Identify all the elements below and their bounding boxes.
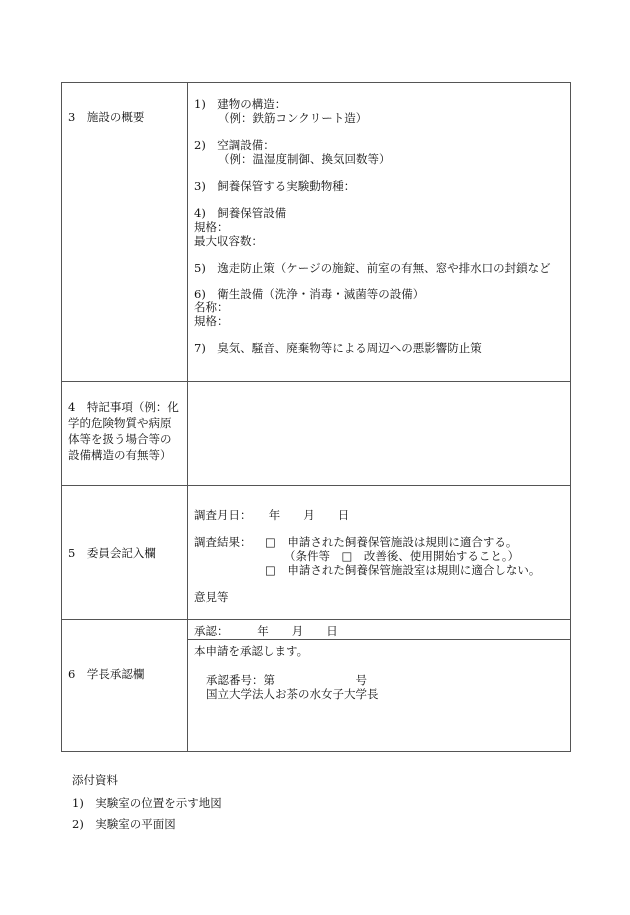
housing-equipment-label: 4) 飼養保管設備	[194, 206, 287, 220]
sanitation-spec-label: 規格：	[194, 314, 229, 328]
noncompliant-option: □ 申請された飼養保管施設室は規則に適合しない。	[265, 563, 541, 577]
section-president-approval	[62, 619, 570, 751]
section-label: 5 委員会記入欄	[68, 546, 156, 560]
section-content-cell	[188, 83, 570, 381]
compliant-option: □ 申請された飼養保管施設は規則に適合する。	[265, 535, 518, 549]
section-label: 3 施設の概要	[68, 110, 145, 124]
attachment-item: 2) 実験室の平面図	[72, 817, 176, 831]
approval-date-line: 承認： 年 月 日	[194, 624, 338, 638]
max-capacity-label: 最大収容数：	[194, 234, 263, 248]
application-form-table	[61, 82, 571, 752]
section-content-cell	[188, 620, 570, 751]
section-label-cell	[62, 486, 188, 619]
section-committee-entry	[62, 485, 570, 619]
sanitation-equipment-label: 6) 衛生設備（洗浄・消毒・滅菌等の設備）	[194, 287, 425, 301]
section-special-notes	[62, 381, 570, 485]
president-title: 国立大学法人お茶の水女子大学長	[206, 687, 379, 701]
air-conditioning-label: 2) 空調設備：	[194, 138, 275, 152]
air-conditioning-example: （例：温湿度制御、換気回数等）	[218, 152, 391, 166]
attachment-item: 1) 実験室の位置を示す地図	[72, 796, 222, 810]
section-content-cell	[188, 382, 570, 485]
section-label-cell	[62, 382, 188, 485]
building-structure-label: 1) 建物の構造：	[194, 97, 287, 111]
sanitation-name-label: 名称：	[194, 300, 229, 314]
section-label-cell	[62, 620, 188, 751]
approval-date-divider	[188, 639, 570, 640]
nuisance-prevention-label: 7) 臭気、騒音、廃棄物等による周辺への悪影響防止策	[194, 341, 482, 355]
section-label: 6 学長承認欄	[68, 667, 145, 681]
approval-statement: 本申請を承認します。	[194, 644, 309, 658]
animal-species-label: 3) 飼養保管する実験動物種：	[194, 179, 356, 193]
section-label: 4 特記事項（例：化学的危険物質や病原体等を扱う場合等の設備構造の有無等）	[68, 400, 179, 462]
survey-date-line: 調査月日： 年 月 日	[194, 508, 350, 522]
building-structure-example: （例：鉄筋コンクリート造）	[218, 111, 368, 125]
section-content-cell	[188, 486, 570, 619]
section-label-cell	[62, 83, 188, 381]
housing-spec-label: 規格：	[194, 220, 229, 234]
escape-prevention-label: 5) 逸走防止策（ケージの施錠、前室の有無、窓や排水口の封鎖など	[194, 261, 551, 275]
survey-result-label: 調査結果：	[194, 535, 252, 549]
attachments-title: 添付資料	[72, 773, 118, 787]
section-facility-overview	[62, 83, 570, 381]
conditional-option: （条件等 □ 改善後、使用開始すること。）	[284, 549, 520, 563]
approval-number-line: 承認番号：第 号	[206, 673, 367, 687]
opinion-label: 意見等	[194, 590, 229, 604]
